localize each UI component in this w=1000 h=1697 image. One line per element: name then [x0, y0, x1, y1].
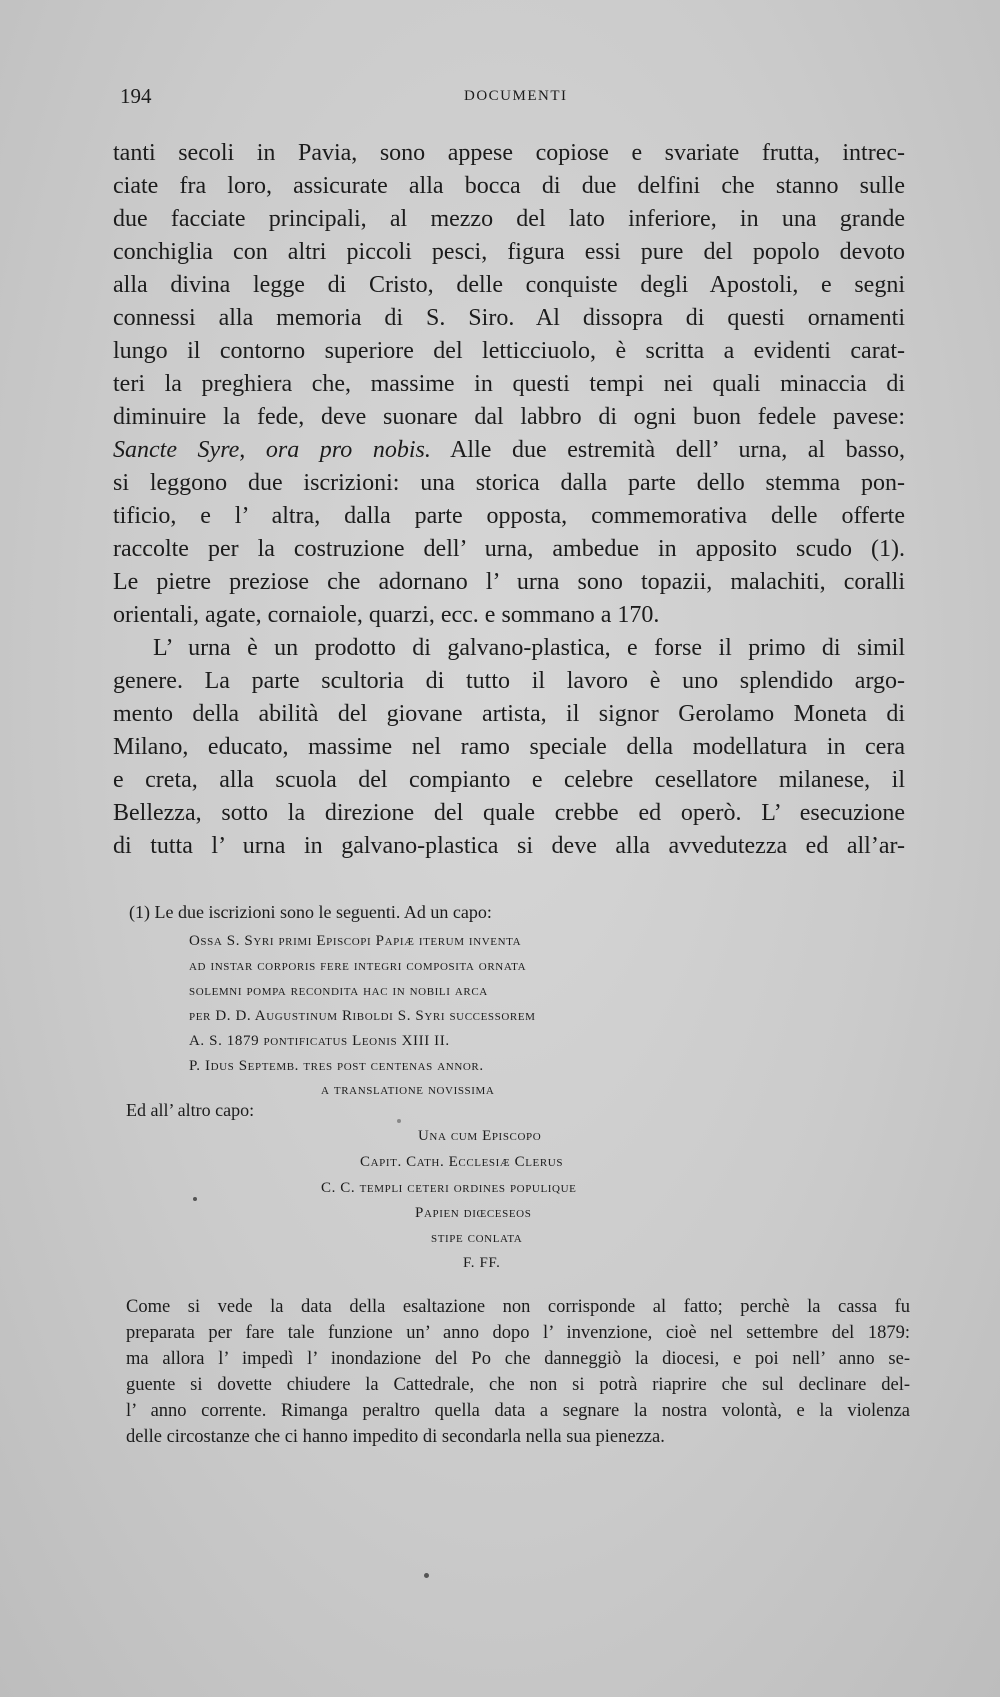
- note-line: ma allora l’ impedì l’ inondazione del Po che danneggiò la diocesi, e poi nell’ anno se-: [126, 1349, 910, 1369]
- text-line: Milano, educato, massime nel ramo speciale della modellatura in cera: [113, 734, 905, 760]
- footnote-intro: (1) Le due iscrizioni sono le seguenti. Ad un capo:: [129, 902, 492, 922]
- inscription-line: a translatione novissima: [321, 1082, 495, 1098]
- inscription-line: Papien diœceseos: [415, 1205, 532, 1221]
- note-line: Come si vede la data della esaltazione non corrisponde al fatto; perchè la cassa fu: [126, 1297, 910, 1317]
- inscription-line: F. FF.: [463, 1255, 501, 1271]
- text-line: alla divina legge di Cristo, delle conquiste degli Apostoli, e segni: [113, 272, 905, 298]
- text-line: di tutta l’ urna in galvano-plastica si deve alla avvedutezza ed all’ar-: [113, 833, 905, 859]
- prayer-italic: Sancte Syre, ora pro nobis.: [113, 437, 431, 463]
- inscription-line: A. S. 1879 pontificatus Leonis XIII II.: [189, 1033, 450, 1049]
- note-line: preparata per fare tale funzione un’ anno dopo l’ invenzione, cioè nel settembre del 1879:: [126, 1323, 910, 1343]
- text-line: due facciate principali, al mezzo del lato inferiore, in una grande: [113, 206, 905, 232]
- page-number: 194: [120, 84, 152, 108]
- text-line: genere. La parte scultoria di tutto il lavoro è uno splendido argo-: [113, 668, 905, 694]
- text-line: e creta, alla scuola del compianto e celebre cesellatore milanese, il: [113, 767, 905, 793]
- inscription-line: Capit. Cath. Ecclesiæ Clerus: [360, 1154, 564, 1170]
- page-header: [120, 84, 920, 112]
- text-line: tificio, e l’ altra, dalla parte opposta, commemorativa delle offerte: [113, 503, 905, 529]
- text-line-rest: Alle due estremità dell’ urna, al basso,: [430, 437, 905, 463]
- running-title: DOCUMENTI: [464, 88, 568, 104]
- ink-speck: [193, 1197, 197, 1201]
- text-line: teri la preghiera che, massime in questi tempi nei quali minaccia di: [113, 371, 905, 397]
- footnote-other-end: Ed all’ altro capo:: [126, 1100, 255, 1120]
- inscription-line: per D. D. Augustinum Riboldi S. Syri successorem: [189, 1008, 536, 1024]
- note-line: l’ anno corrente. Rimanga peraltro quella data a segnare la nostra volontà, e la violenza: [126, 1401, 910, 1421]
- inscription-line: stipe conlata: [431, 1230, 523, 1246]
- text-line: orientali, agate, cornaiole, quarzi, ecc. e sommano a 170.: [113, 602, 660, 628]
- note-line: guente si dovette chiudere la Cattedrale, che non si potrà riaprire che sul declinare del-: [126, 1375, 910, 1395]
- footnote-paragraph: [126, 1294, 910, 1450]
- inscription-line: Una cum Episcopo: [418, 1128, 542, 1144]
- note-line: delle circostanze che ci hanno impedito di secondarla nella sua pienezza.: [126, 1427, 665, 1447]
- text-line: ciate fra loro, assicurate alla bocca di due delfini che stanno sulle: [113, 173, 905, 199]
- main-text: [113, 137, 905, 863]
- text-line: lungo il contorno superiore del letticciuolo, è scritta a evidenti carat-: [113, 338, 905, 364]
- text-line: connessi alla memoria di S. Siro. Al dissopra di questi ornamenti: [113, 305, 905, 331]
- ink-speck: [424, 1573, 429, 1578]
- text-line: L’ urna è un prodotto di galvano-plastica, e forse il primo di simil: [153, 635, 905, 661]
- text-line: diminuire la fede, deve suonare dal labbro di ogni buon fedele pavese:: [113, 404, 905, 430]
- text-line: tanti secoli in Pavia, sono appese copiose e svariate frutta, intrec-: [113, 140, 905, 166]
- inscription-line: C. C. templi ceteri ordines populique: [321, 1180, 577, 1196]
- ink-speck: [397, 1119, 401, 1123]
- text-line: conchiglia con altri piccoli pesci, figura essi pure del popolo devoto: [113, 239, 905, 265]
- inscription-line: solemni pompa recondita hac in nobili arca: [189, 983, 488, 999]
- inscription-line: ad instar corporis fere integri composita ornata: [189, 958, 527, 974]
- text-line: Bellezza, sotto la direzione del quale crebbe ed operò. L’ esecuzione: [113, 800, 905, 826]
- text-line: mento della abilità del giovane artista, il signor Gerolamo Moneta di: [113, 701, 905, 727]
- inscription-line: Ossa S. Syri primi Episcopi Papiæ iterum inventa: [189, 933, 522, 949]
- inscription-line: P. Idus Septemb. tres post centenas annor.: [189, 1058, 484, 1074]
- text-line: Le pietre preziose che adornano l’ urna sono topazii, malachiti, coralli: [113, 569, 905, 595]
- text-line: [113, 434, 905, 467]
- text-line: si leggono due iscrizioni: una storica dalla parte dello stemma pon-: [113, 470, 905, 496]
- text-line: raccolte per la costruzione dell’ urna, ambedue in apposito scudo (1).: [113, 536, 905, 562]
